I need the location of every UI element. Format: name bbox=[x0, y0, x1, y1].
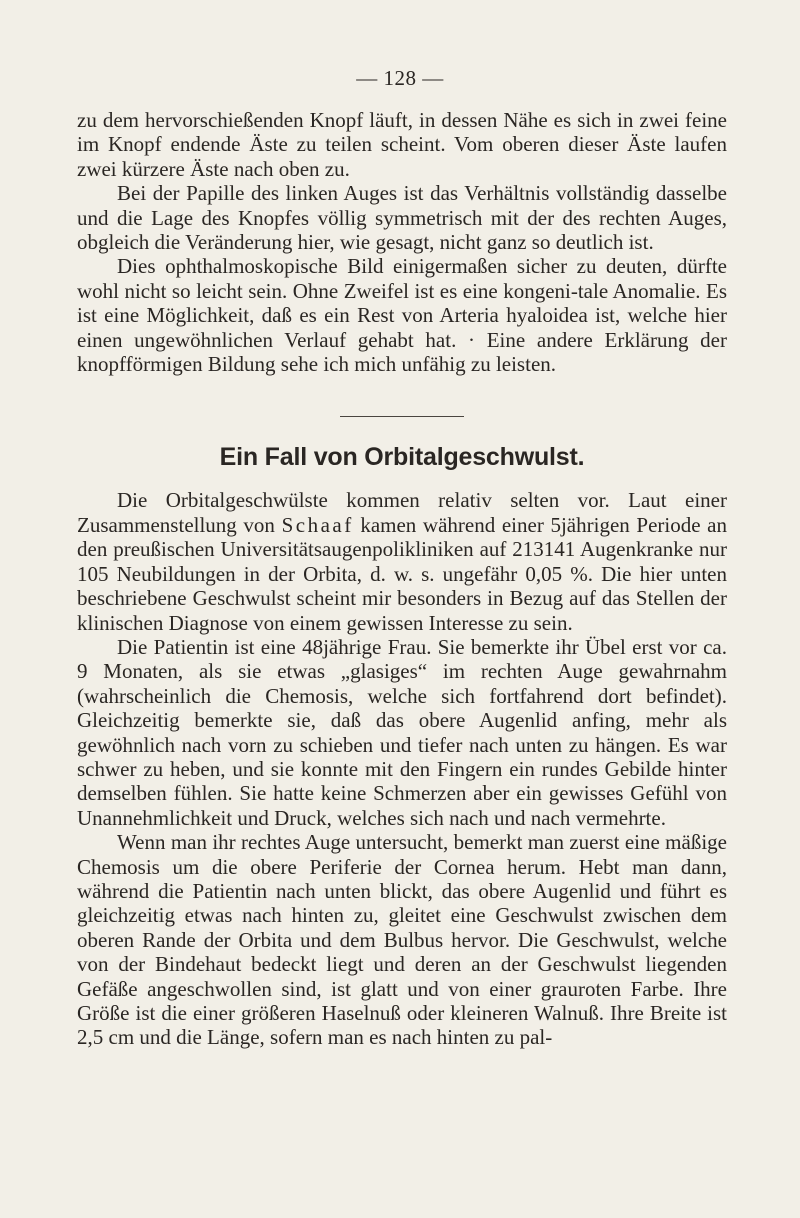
paragraph-examination: Wenn man ihr rechtes Auge untersucht, bemerkt man zuerst eine mäßige Chemosis um die obere Periferie der Cornea herum. Hebt man dann, während die Patientin nach unten blickt, das obere Augenlid und führt es gleichzeitig etwas nach hinten zu, gleitet eine Geschwulst zwischen dem oberen Rande der Orbita und dem Bulbus hervor. Die Geschwulst, welche von der Bindehaut bedeckt liegt und deren an der Geschwulst liegenden Gefäße angeschwollen sind, ist glatt und von einer grauroten Farbe. Ihre Größe ist die einer größeren Haselnuß oder kleineren Walnuß. Ihre Breite ist 2,5 cm und die Länge, sofern man es nach hinten zu pal- bbox=[77, 830, 727, 1050]
paragraph-orbital-intro bbox=[77, 488, 727, 634]
author-name: Schaaf bbox=[281, 512, 354, 537]
page-number: — 128 — bbox=[356, 66, 444, 90]
paragraph-continuation: zu dem hervorschießenden Knopf läuft, in dessen Nähe es sich in zwei feine im Knopf endende Äste zu teilen scheint. Vom oberen dieser Äste laufen zwei kürzere Äste nach oben zu. bbox=[77, 108, 727, 181]
section-title: Ein Fall von Orbitalgeschwulst. bbox=[219, 443, 585, 472]
paragraph-patient-history: Die Patientin ist eine 48jährige Frau. Sie bemerkte ihr Übel erst vor ca. 9 Monaten, als sie etwas „glasiges“ im rechten Auge gewahrnahm (wahrscheinlich die Chemosis, welche sich fortfahrend dort befindet). Gleichzeitig bemerkte sie, daß das obere Augenlid anfing, mehr als gewöhnlich nach vorn zu schieben und tiefer nach unten zu hängen. Es war schwer zu heben, und sie konnte mit den Fingern ein rundes Gebilde hinter demselben fühlen. Sie hatte keine Schmerzen aber ein gewisses Gefühl von Unannehmlichkeit und Druck, welches sich nach und nach vermehrte. bbox=[77, 634, 727, 830]
paragraph-interpretation: Dies ophthalmoskopische Bild einigermaßen sicher zu deuten, dürfte wohl nicht so leicht sein. Ohne Zweifel ist es eine kongeni-tale Anomalie. Es ist eine Möglichkeit, daß es ein Rest von Arteria hyaloidea ist, welche hier einen ungewöhnlichen Verlauf gehabt hat. · Eine andere Erklärung der knopfförmigen Bildung sehe ich mich unfähig zu leisten. bbox=[77, 254, 727, 377]
paragraph-papille: Bei der Papille des linken Auges ist das Verhältnis vollständig dasselbe und die Lage des Knopfes völlig symmetrisch mit der des rechten Auges, obgleich die Veränderung hier, wie gesagt, nicht ganz so deutlich ist. bbox=[77, 181, 727, 255]
page-body bbox=[77, 108, 727, 1050]
intro-text-part2: kamen während einer 5jährigen Periode an den preußischen Universitätsaugenpolikliniken auf 213141 Augenkranke nur 105 Neubildungen in der Orbita, d. w. s. ungefähr 0,05 %. Die hier unten beschriebene Geschwulst scheint mir besonders in Bezug auf das Stellen der klinischen Diagnose von einem gewissen Interesse zu sein. bbox=[77, 512, 727, 635]
section-divider bbox=[340, 416, 464, 417]
intro-text-part1: Die Orbitalgeschwülste kommen relativ selten vor. Laut einer Zusammenstellung von bbox=[77, 488, 727, 537]
